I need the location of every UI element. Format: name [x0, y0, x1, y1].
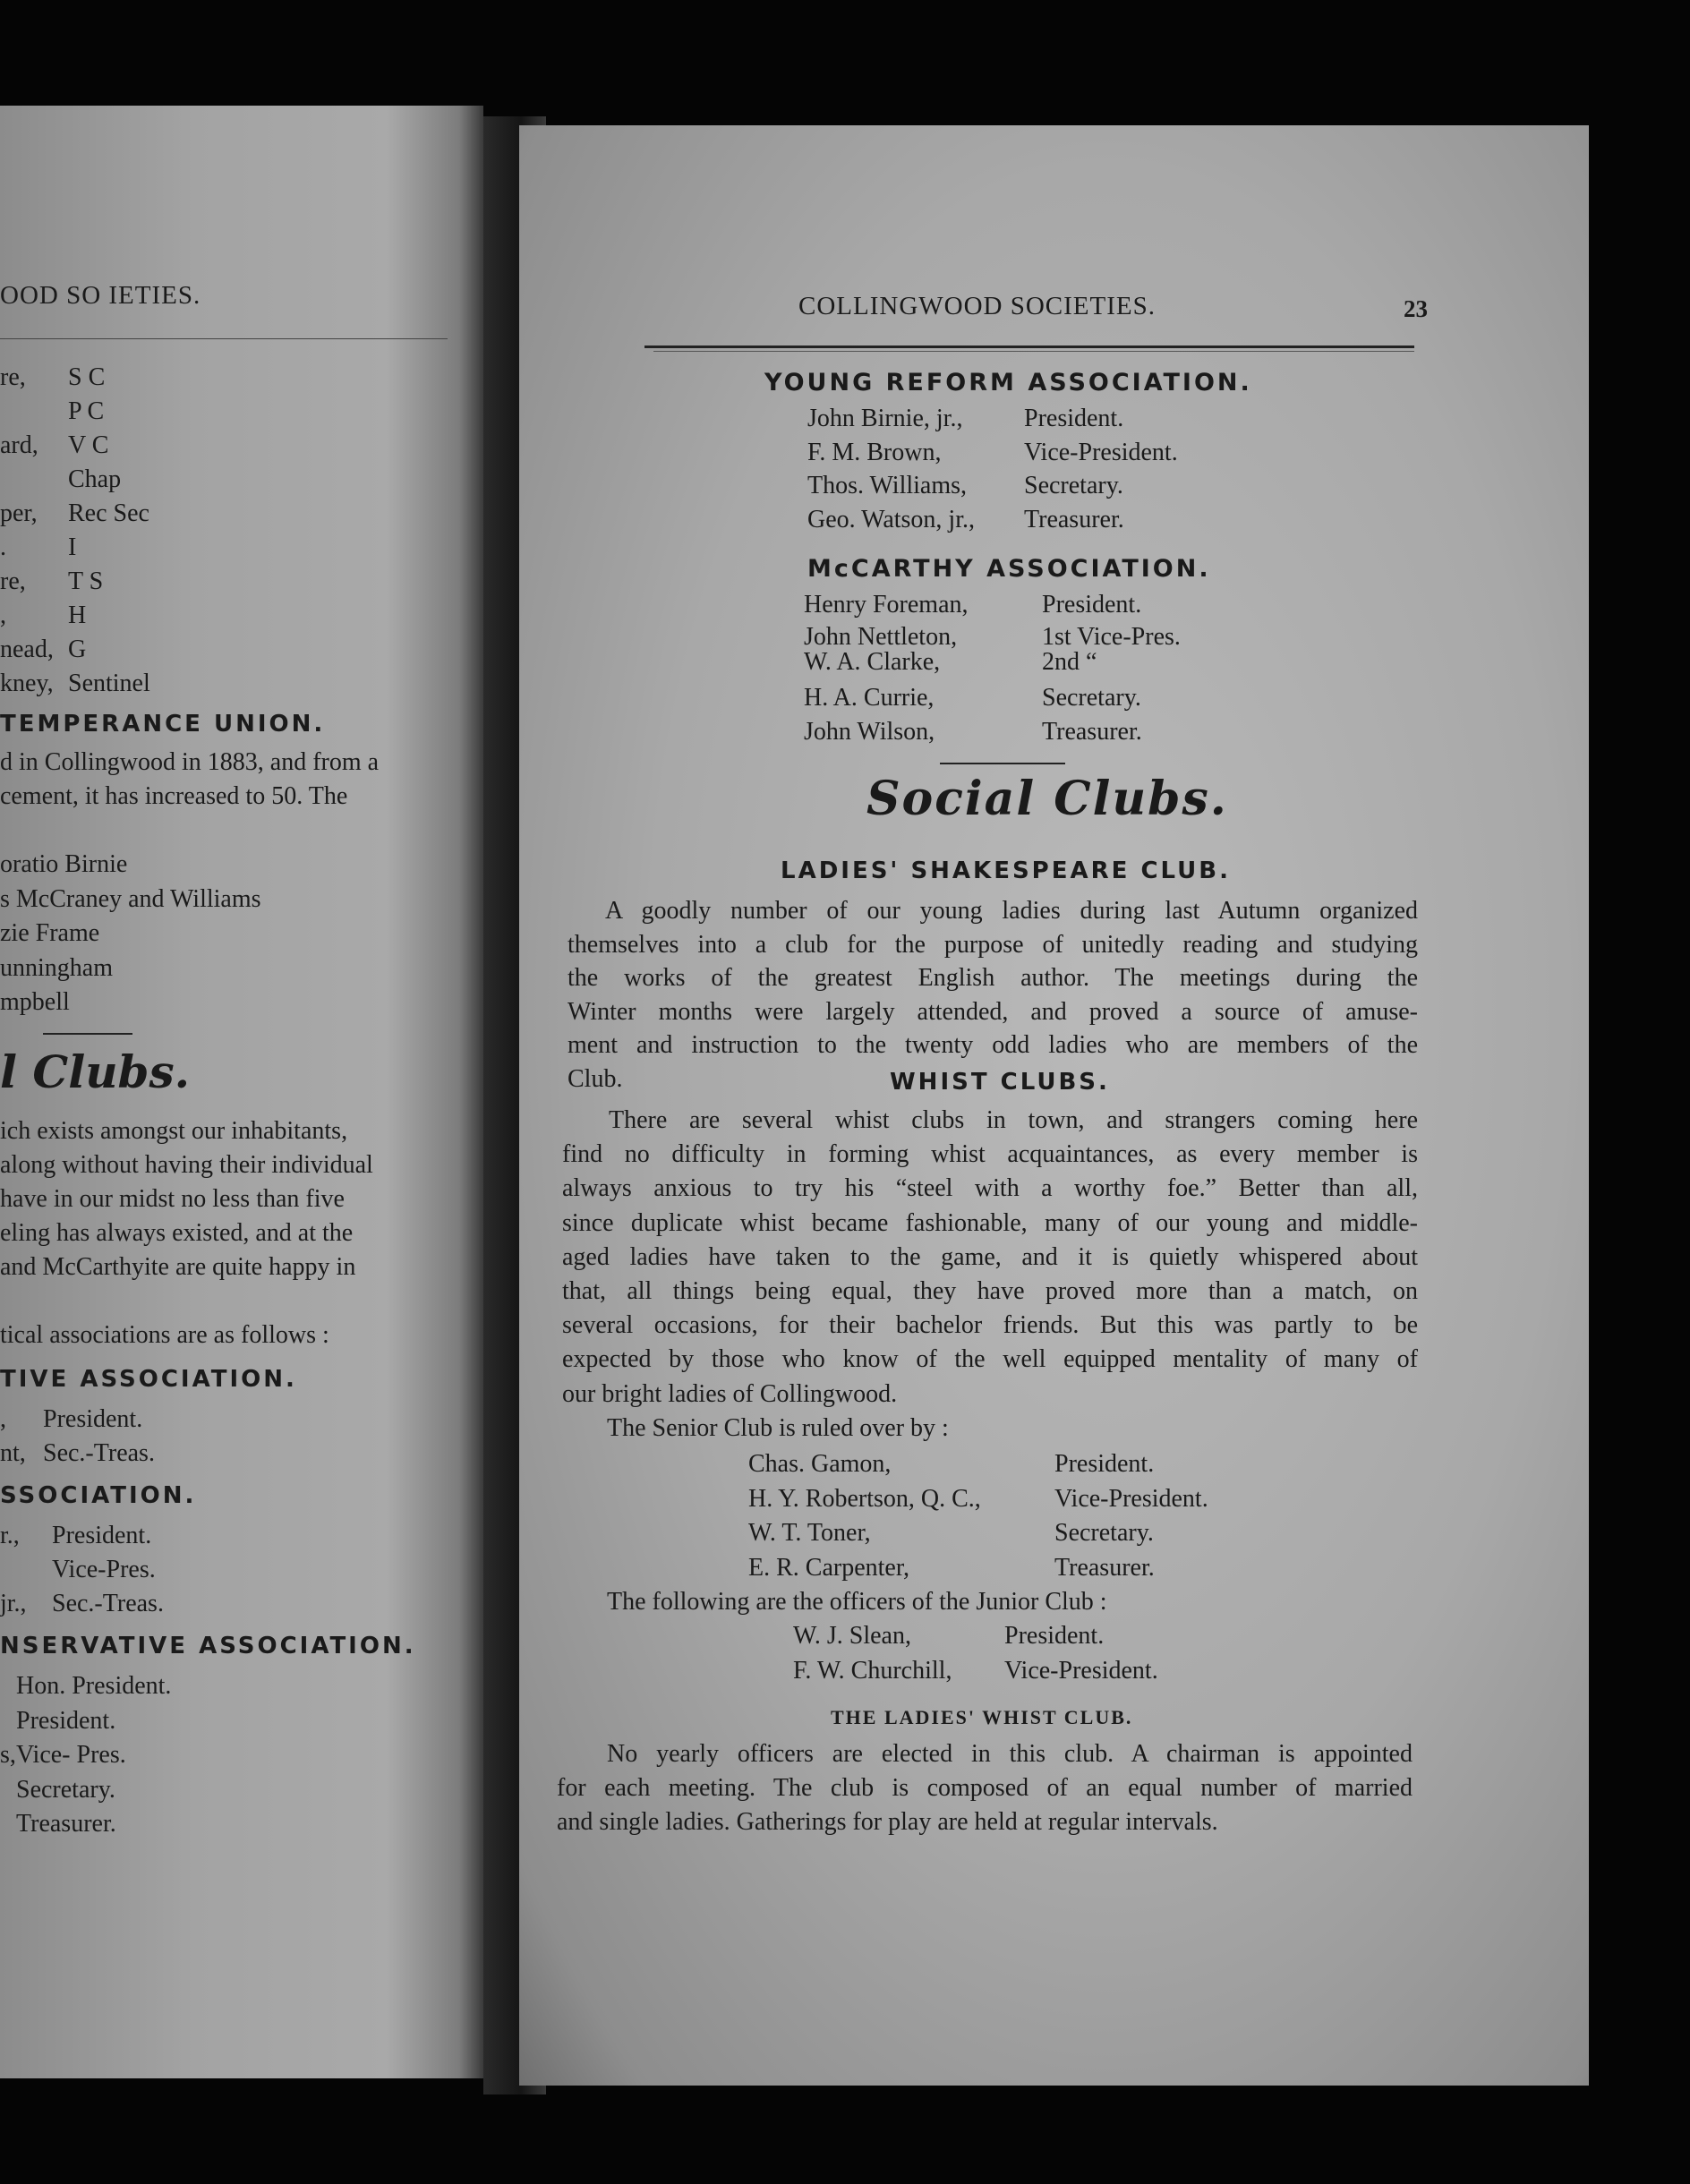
- left-page: [0, 106, 483, 2078]
- left-header-rule: [0, 338, 448, 339]
- officer-name: .: [0, 533, 6, 561]
- temperance-line-1: d in Collingwood in 1883, and from a: [0, 748, 380, 776]
- temperance-officer: oratio Birnie: [0, 850, 128, 878]
- officer-name: kney,: [0, 670, 54, 697]
- officer-name: H. Y. Robertson, Q. C.,: [748, 1484, 981, 1513]
- assoc-officer-office: Treasurer.: [16, 1810, 116, 1838]
- officer-name: E. R. Carpenter,: [748, 1553, 910, 1582]
- officer-office: Vice-President.: [1054, 1484, 1208, 1513]
- officer-office: Vice-President.: [1024, 438, 1178, 466]
- officer-office: President.: [1004, 1622, 1105, 1650]
- paragraph-line: themselves into a club for the purpose of unitedly reading and studying: [568, 930, 1418, 959]
- assoc1-heading: TIVE ASSOCIATION.: [0, 1366, 297, 1393]
- assoc-officer-office: Sec.-Treas.: [43, 1439, 155, 1467]
- paragraph-line: A goodly number of our young ladies during last Autumn organized: [605, 897, 1418, 925]
- young-reform-heading: YOUNG REFORM ASSOCIATION.: [764, 369, 1252, 397]
- assoc-officer-office: Sec.-Treas.: [52, 1590, 164, 1617]
- assoc-officer-office: President.: [16, 1706, 116, 1735]
- header-rule-thin: [653, 351, 1414, 352]
- officer-office: G: [68, 636, 87, 663]
- left-section-rule: [43, 1033, 132, 1035]
- running-head: COLLINGWOOD SOCIETIES.: [798, 292, 1156, 320]
- page-number: 23: [1404, 295, 1428, 322]
- intro-line: ich exists amongst our inhabitants,: [0, 1117, 348, 1145]
- officer-name: ard,: [0, 431, 38, 459]
- officer-office: T S: [68, 567, 104, 595]
- temperance-officer: unningham: [0, 953, 113, 982]
- officer-name: H. A. Currie,: [804, 684, 935, 712]
- assoc-officer-name: r.,: [0, 1522, 20, 1549]
- whist-heading: WHIST CLUBS.: [890, 1069, 1110, 1096]
- paragraph-line: several occasions, for their bachelor friends. But this was partly to be: [562, 1311, 1418, 1340]
- officer-office: Secretary.: [1024, 472, 1123, 499]
- officer-name: ,: [0, 601, 6, 629]
- paragraph-line: No yearly officers are elected in this club. A chairman is appointed: [607, 1740, 1413, 1768]
- assoc-officer-name: jr.,: [0, 1590, 27, 1617]
- assoc-officer-name: ,: [0, 1405, 6, 1433]
- officer-office: Secretary.: [1054, 1519, 1154, 1547]
- officer-office: 1st Vice-Pres.: [1042, 623, 1181, 651]
- assoc-officer-office: Hon. President.: [16, 1672, 172, 1700]
- paragraph-line: find no difficulty in forming whist acquaintances, as every member is: [562, 1140, 1418, 1169]
- temperance-officer: mpbell: [0, 988, 70, 1016]
- officer-office: Secretary.: [1042, 684, 1141, 712]
- officer-name: Chas. Gamon,: [748, 1450, 892, 1478]
- paragraph-line: Winter months were largely attended, and proved a source of amuse-: [568, 997, 1418, 1026]
- temperance-officer: s McCraney and Williams: [0, 884, 261, 913]
- paragraph-line: that, all things being equal, they have proved more than a match, on: [562, 1277, 1418, 1305]
- assoc-officer-name: s,: [0, 1741, 16, 1769]
- left-running-head: OOD SO IETIES.: [0, 281, 201, 310]
- paragraph-line: our bright ladies of Collingwood.: [562, 1379, 898, 1408]
- paragraph-line: the works of the greatest English author. The meetings during the: [568, 964, 1418, 993]
- temperance-officer: zie Frame: [0, 919, 100, 947]
- paragraph-line: ment and instruction to the twenty odd ladies who are members of the: [568, 1031, 1418, 1060]
- officer-name: F. M. Brown,: [807, 438, 942, 466]
- officer-name: Thos. Williams,: [807, 472, 968, 499]
- paragraph-line: since duplicate whist became fashionable, many of our young and middle-: [562, 1208, 1418, 1237]
- officer-name: John Birnie, jr.,: [807, 405, 963, 432]
- officer-office: Treasurer.: [1042, 718, 1142, 746]
- officer-office: Sentinel: [68, 670, 150, 697]
- paragraph-line: for each meeting. The club is composed of an equal number of married: [557, 1774, 1413, 1802]
- mccarthy-heading: McCARTHY ASSOCIATION.: [807, 555, 1211, 583]
- officer-name: W. A. Clarke,: [804, 648, 941, 676]
- intro-line: have in our midst no less than five: [0, 1185, 345, 1213]
- assoc-officer-office: Vice- Pres.: [16, 1741, 126, 1769]
- assoc-officer-office: President.: [43, 1405, 143, 1433]
- officer-name: John Nettleton,: [804, 623, 958, 651]
- assoc2-heading: SSOCIATION.: [0, 1482, 197, 1509]
- officer-office: Rec Sec: [68, 499, 149, 527]
- assoc-officer-office: Vice-Pres.: [52, 1556, 156, 1583]
- assoc3-heading: NSERVATIVE ASSOCIATION.: [0, 1633, 416, 1659]
- left-section-title: l Clubs.: [0, 1045, 191, 1098]
- officer-office: H: [68, 601, 87, 629]
- paragraph-line: Club.: [568, 1065, 623, 1093]
- right-page: [519, 125, 1589, 2086]
- officer-name: re,: [0, 363, 26, 391]
- senior-intro: The Senior Club is ruled over by :: [607, 1414, 949, 1442]
- officer-name: W. J. Slean,: [793, 1622, 911, 1650]
- assoc-officer-office: President.: [52, 1522, 152, 1549]
- officer-office: S C: [68, 363, 106, 391]
- officer-office: President.: [1054, 1450, 1155, 1478]
- officer-office: Vice-President.: [1004, 1656, 1158, 1685]
- officer-name: Geo. Watson, jr.,: [807, 505, 975, 533]
- assoc-officer-name: nt,: [0, 1439, 26, 1467]
- officer-office: V C: [68, 431, 109, 459]
- officer-name: F. W. Churchill,: [793, 1656, 952, 1685]
- temperance-heading: TEMPERANCE UNION.: [0, 711, 326, 738]
- officer-office: Treasurer.: [1054, 1553, 1155, 1582]
- officer-office: Chap: [68, 465, 122, 493]
- assoc-officer-office: Secretary.: [16, 1775, 115, 1804]
- officer-office: I: [68, 533, 77, 561]
- paragraph-line: There are several whist clubs in town, and strangers coming here: [609, 1106, 1418, 1134]
- header-rule: [644, 346, 1414, 348]
- paragraph-line: always anxious to try his “steel with a worthy foe.” Better than all,: [562, 1174, 1418, 1203]
- social-clubs-title: Social Clubs.: [866, 772, 1228, 826]
- paragraph-line: aged ladies have taken to the game, and it is quietly whispered about: [562, 1242, 1418, 1271]
- intro-line: tical associations are as follows :: [0, 1321, 329, 1349]
- officer-name: re,: [0, 567, 26, 595]
- paragraph-line: and single ladies. Gatherings for play are held at regular intervals.: [557, 1808, 1218, 1836]
- intro-line: along without having their individual: [0, 1151, 373, 1179]
- officer-office: P C: [68, 397, 105, 425]
- officer-office: President.: [1042, 591, 1142, 619]
- officer-name: nead,: [0, 636, 54, 663]
- officer-name: W. T. Toner,: [748, 1519, 871, 1547]
- officer-name: Henry Foreman,: [804, 591, 969, 619]
- officer-name: per,: [0, 499, 38, 527]
- temperance-line-2: cement, it has increased to 50. The: [0, 782, 348, 810]
- shakespeare-heading: LADIES' SHAKESPEARE CLUB.: [781, 857, 1231, 884]
- junior-intro: The following are the officers of the Junior Club :: [607, 1588, 1107, 1616]
- ladies-whist-heading: THE LADIES' WHIST CLUB.: [831, 1706, 1133, 1728]
- officer-office: 2nd “: [1042, 648, 1097, 676]
- officer-office: Treasurer.: [1024, 505, 1124, 533]
- officer-office: President.: [1024, 405, 1124, 432]
- intro-line: and McCarthyite are quite happy in: [0, 1253, 356, 1281]
- paragraph-line: expected by those who know of the well equipped mentality of many of: [562, 1345, 1418, 1374]
- intro-line: eling has always existed, and at the: [0, 1219, 354, 1247]
- officer-name: John Wilson,: [804, 718, 935, 746]
- social-rule: [940, 763, 1065, 764]
